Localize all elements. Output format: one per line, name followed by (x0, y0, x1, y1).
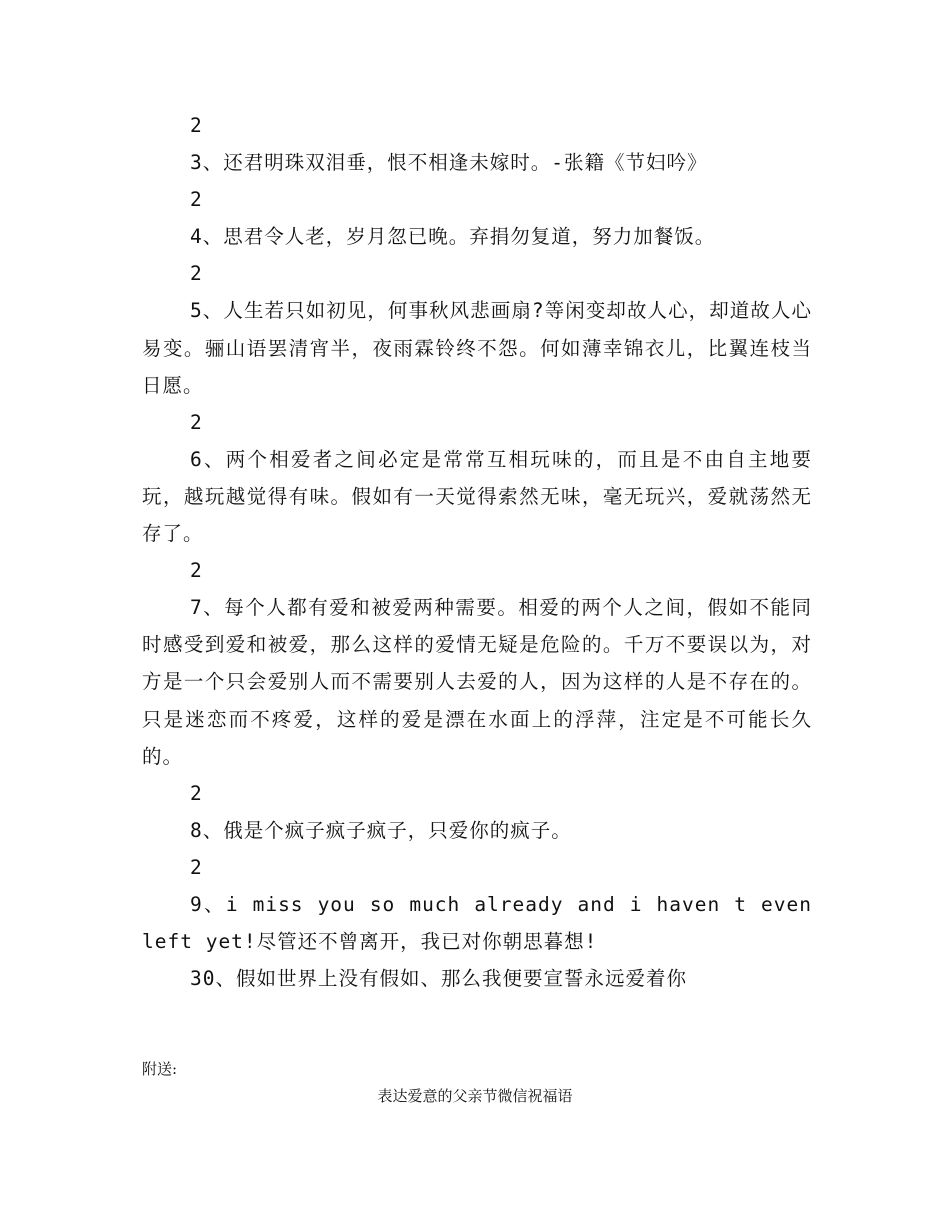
paragraph: 6、两个相爱者之间必定是常常互相玩味的，而且是不由自主地要玩，越玩越觉得有味。假如有一天觉得索然无味，毫无玩兴，爱就荡然无存了。 (142, 447, 812, 546)
paragraph: 8、俄是个疯子疯子疯子，只爱你的疯子。 (190, 818, 572, 842)
paragraph: 9、i miss you so much already and i haven t even left yet!尽管还不曾离开，我已对你朝思暮想! (142, 892, 812, 954)
paragraph: 2 (190, 410, 203, 434)
document-body (142, 107, 812, 997)
paragraph: 2 (190, 781, 203, 805)
paragraph: 2 (190, 559, 203, 583)
paragraph: 2 (190, 855, 203, 879)
paragraph: 2 (190, 114, 203, 137)
paragraph: 4、思君令人老，岁月忽已晚。弃捐勿复道，努力加餐饭。 (190, 225, 716, 249)
paragraph: 2 (190, 262, 203, 286)
paragraph: 5、人生若只如初见，何事秋风悲画扇?等闲变却故人心，却道故人心易变。骊山语罢清宵半，夜雨霖铃终不怨。何如薄幸锦衣儿，比翼连枝当日愿。 (142, 299, 812, 397)
paragraph: 3、还君明珠双泪垂，恨不相逢未嫁时。-张籍《节妇吟》 (190, 151, 708, 175)
appendix-title: 表达爱意的父亲节微信祝福语 (377, 1087, 573, 1105)
paragraph: 2 (190, 188, 203, 212)
paragraph: 30、假如世界上没有假如、那么我便要宣誓永远爱着你 (190, 967, 687, 991)
appendix-label: 附送: (142, 1060, 178, 1078)
paragraph: 7、每个人都有爱和被爱两种需要。相爱的两个人之间，假如不能同时感受到爱和被爱，那么这样的爱情无疑是危险的。千万不要误以为，对方是一个只会爱别人而不需要别人去爱的人，因为这样的人是不存在的。只是迷恋而不疼爱，这样的爱是漂在水面上的浮萍，注定是不可能长久的。 (142, 596, 812, 768)
